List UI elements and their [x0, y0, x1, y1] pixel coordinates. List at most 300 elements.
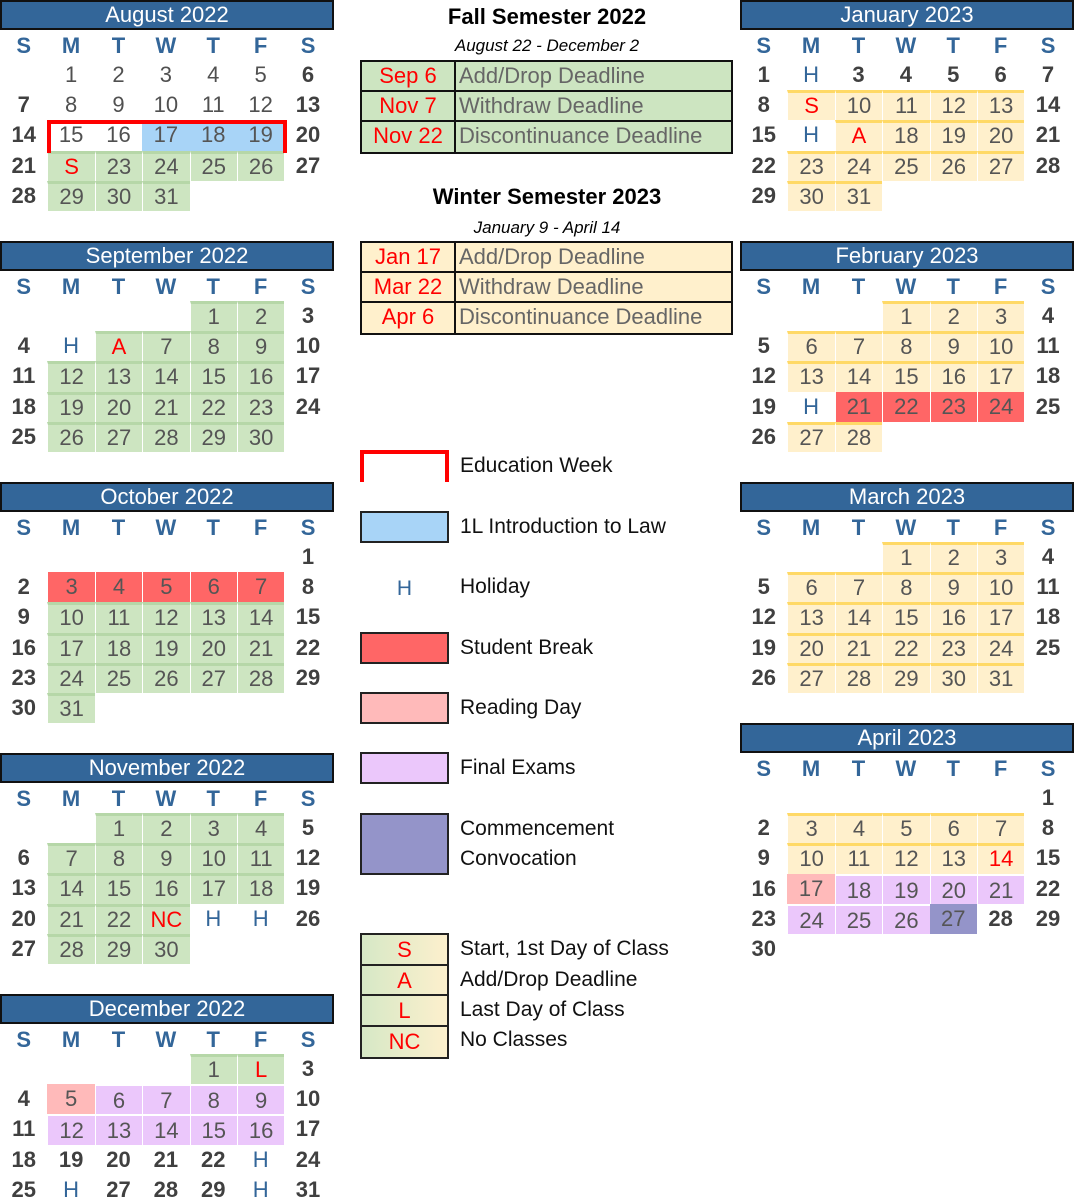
- day-cell: 17: [47, 633, 94, 663]
- day-cell: H: [252, 1146, 269, 1172]
- empty-cell: [0, 60, 47, 90]
- day-cell: 1: [64, 62, 78, 87]
- day-cell: 5: [947, 62, 960, 87]
- weekday-label: T: [851, 33, 866, 58]
- deadline-label: Add/Drop Deadline: [459, 63, 645, 88]
- day-cell: 27: [295, 152, 321, 178]
- reading-day-swatch: [360, 692, 449, 724]
- deadline-date: Sep 6: [362, 62, 456, 90]
- day-cell: 18: [11, 393, 36, 419]
- day-cell: 7: [835, 572, 882, 602]
- day-cell: 23: [930, 392, 977, 422]
- legend-label: 1L Introduction to Law: [460, 515, 666, 538]
- empty-cell: [284, 181, 331, 211]
- month-november-2022: [0, 753, 334, 964]
- day-cell: 5: [882, 813, 929, 843]
- weekday-label: S: [300, 786, 316, 811]
- day-cell: 8: [190, 331, 237, 361]
- day-cell: 17: [787, 874, 834, 904]
- day-cell: 26: [751, 664, 776, 690]
- code-label: Last Day of Class: [460, 998, 625, 1021]
- empty-cell: [930, 934, 977, 964]
- weekday-label: T: [206, 515, 220, 540]
- legend-label: Convocation: [460, 847, 577, 870]
- day-cell: 23: [787, 151, 834, 181]
- weekday-label: T: [851, 756, 866, 781]
- day-cell: 10: [295, 333, 321, 359]
- month-title: August 2022: [0, 0, 334, 30]
- month-september-2022: [0, 241, 334, 452]
- day-cell: 2: [237, 301, 284, 331]
- day-cell: 22: [882, 392, 929, 422]
- weekday-label: F: [253, 786, 268, 811]
- weekday-label: W: [155, 786, 177, 811]
- day-cell: 22: [190, 392, 237, 422]
- weekday-label: T: [946, 33, 960, 58]
- empty-cell: [977, 783, 1024, 813]
- day-cell: 26: [751, 423, 776, 449]
- day-cell: 9: [930, 331, 977, 361]
- day-cell: 30: [95, 181, 142, 211]
- day-cell: 1: [190, 1054, 237, 1084]
- month-april-2023: [740, 723, 1074, 964]
- weekday-label: T: [851, 515, 866, 540]
- day-cell: 21: [1035, 122, 1061, 148]
- empty-cell: [1024, 181, 1071, 211]
- day-cell: 13: [95, 361, 142, 391]
- weekday-label: T: [946, 515, 960, 540]
- day-cell: 6: [787, 572, 834, 602]
- day-cell: A: [95, 331, 142, 361]
- legend-holiday: [360, 571, 531, 603]
- day-cell: 30: [751, 935, 776, 961]
- day-cell: 14: [237, 602, 284, 632]
- empty-cell: [47, 301, 94, 331]
- day-cell: 3: [47, 572, 94, 602]
- day-cell: 9: [142, 843, 189, 873]
- legend-student-break: [360, 632, 594, 664]
- day-cell: 21: [977, 874, 1024, 904]
- day-cell: NC: [142, 904, 189, 934]
- empty-cell: [977, 181, 1024, 211]
- weekday-label: M: [61, 33, 81, 58]
- weekday-label: S: [1040, 274, 1056, 299]
- day-cell: H: [63, 1176, 80, 1200]
- empty-cell: [190, 693, 237, 723]
- empty-cell: [1024, 422, 1071, 452]
- calendar-grid: [0, 512, 334, 723]
- empty-cell: [740, 783, 787, 813]
- day-cell: 27: [106, 1176, 131, 1200]
- day-cell: H: [803, 62, 820, 87]
- day-cell: 26: [930, 151, 977, 181]
- day-cell: 13: [95, 1114, 142, 1144]
- day-cell: 3: [977, 542, 1024, 572]
- empty-cell: [977, 934, 1024, 964]
- empty-cell: [882, 783, 929, 813]
- month-title: October 2022: [0, 482, 334, 512]
- weekday-label: F: [253, 515, 268, 540]
- day-cell: 6: [95, 1084, 142, 1114]
- weekday-label: F: [253, 274, 268, 299]
- day-cell: 16: [142, 873, 189, 903]
- weekday-label: S: [756, 756, 772, 781]
- final-exams-swatch: [360, 752, 449, 784]
- day-cell: 21: [11, 152, 36, 178]
- day-cell: 7: [47, 843, 94, 873]
- day-cell: 22: [751, 152, 776, 178]
- day-cell: 26: [295, 905, 321, 931]
- weekday-label: S: [16, 1027, 32, 1052]
- day-cell: 30: [237, 422, 284, 452]
- day-cell: 29: [751, 182, 776, 208]
- day-cell: 9: [757, 845, 770, 871]
- weekday-label: S: [300, 1027, 316, 1052]
- weekday-label: W: [155, 274, 177, 299]
- day-cell: 2: [930, 542, 977, 572]
- day-cell: 13: [787, 602, 834, 632]
- day-cell: 13: [787, 361, 834, 391]
- day-cell: 23: [95, 151, 142, 181]
- day-cell: 20: [190, 633, 237, 663]
- day-cell: 20: [930, 874, 977, 904]
- day-cell: 8: [757, 92, 770, 118]
- day-cell: 4: [95, 572, 142, 602]
- empty-cell: [740, 542, 787, 572]
- day-cell: 15: [882, 361, 929, 391]
- day-cell: 29: [295, 664, 321, 690]
- day-cell: 16: [930, 602, 977, 632]
- fall-deadlines-table: [360, 60, 733, 154]
- day-cell: 22: [1035, 875, 1061, 901]
- day-cell: 20: [11, 905, 36, 931]
- month-february-2023: [740, 241, 1074, 452]
- empty-cell: [95, 301, 142, 331]
- day-cell: 25: [11, 1176, 36, 1200]
- day-cell: 24: [977, 633, 1024, 663]
- day-cell: 12: [142, 602, 189, 632]
- day-cell: 11: [882, 90, 929, 120]
- weekday-label: S: [756, 274, 772, 299]
- day-cell: H: [803, 393, 820, 419]
- day-cell: 28: [988, 905, 1013, 931]
- weekday-label: M: [61, 1027, 81, 1052]
- weekday-label: T: [851, 274, 866, 299]
- weekday-label: S: [1040, 756, 1056, 781]
- day-cell: 7: [142, 331, 189, 361]
- empty-cell: [787, 934, 834, 964]
- day-cell: 8: [882, 331, 929, 361]
- empty-cell: [47, 542, 94, 572]
- day-cell: 19: [751, 393, 776, 419]
- day-cell: 23: [11, 664, 36, 690]
- deadline-row: [362, 273, 731, 303]
- weekday-label: S: [300, 33, 316, 58]
- day-cell: 11: [1036, 333, 1060, 359]
- day-cell: 2: [112, 62, 125, 87]
- day-cell: 21: [237, 633, 284, 663]
- empty-cell: [882, 934, 929, 964]
- weekday-label: W: [155, 1027, 177, 1052]
- day-cell: 26: [237, 151, 284, 181]
- month-title: December 2022: [0, 994, 334, 1024]
- day-cell: 24: [142, 151, 189, 181]
- winter-deadlines-table: [360, 241, 733, 335]
- day-cell: 19: [237, 120, 284, 150]
- day-cell: 6: [994, 62, 1007, 87]
- deadline-date: Jan 17: [362, 243, 456, 271]
- weekday-label: M: [801, 515, 821, 540]
- day-cell: 4: [207, 62, 220, 87]
- day-cell: 15: [95, 873, 142, 903]
- empty-cell: [95, 1054, 142, 1084]
- day-cell: 13: [295, 92, 321, 118]
- day-cell: 15: [190, 1114, 237, 1144]
- month-title: February 2023: [740, 241, 1074, 271]
- day-cell: 25: [1035, 393, 1061, 419]
- day-cell: 5: [254, 62, 267, 87]
- day-cell: 9: [930, 572, 977, 602]
- empty-cell: [95, 693, 142, 723]
- month-title: March 2023: [740, 482, 1074, 512]
- day-cell: 31: [835, 181, 882, 211]
- weekday-label: S: [1040, 515, 1056, 540]
- empty-cell: [835, 542, 882, 572]
- day-cell: 4: [1041, 544, 1055, 569]
- weekday-label: M: [801, 274, 821, 299]
- day-cell: 29: [1035, 905, 1061, 931]
- day-cell: 15: [190, 361, 237, 391]
- day-cell: 27: [787, 422, 834, 452]
- day-cell: 5: [142, 572, 189, 602]
- weekday-label: M: [801, 756, 821, 781]
- empty-cell: [190, 181, 237, 211]
- day-cell: 7: [1041, 62, 1055, 87]
- day-cell: 1: [95, 813, 142, 843]
- day-cell: 25: [190, 151, 237, 181]
- day-cell: 25: [95, 663, 142, 693]
- day-cell: 27: [11, 935, 36, 961]
- day-cell: 1: [757, 62, 770, 87]
- day-cell: 18: [190, 120, 237, 150]
- day-cell: 27: [977, 151, 1024, 181]
- deadline-date: Apr 6: [362, 303, 456, 333]
- month-march-2023: [740, 482, 1074, 693]
- holiday-symbol: H: [396, 577, 413, 600]
- day-cell: 31: [977, 663, 1024, 693]
- day-cell: 8: [1041, 815, 1055, 841]
- legend-label: Education Week: [460, 454, 613, 477]
- day-cell: 24: [47, 663, 94, 693]
- code-label: Add/Drop Deadline: [460, 968, 638, 991]
- empty-cell: [95, 542, 142, 572]
- empty-cell: [284, 934, 331, 964]
- weekday-label: T: [111, 515, 126, 540]
- day-cell: 7: [237, 572, 284, 602]
- day-cell: 3: [852, 62, 865, 87]
- day-cell: 5: [301, 815, 315, 840]
- day-cell: 27: [787, 663, 834, 693]
- day-cell: 17: [977, 602, 1024, 632]
- calendar-grid: [0, 1024, 334, 1200]
- day-cell: 24: [295, 393, 321, 419]
- legend-label: Holiday: [460, 575, 531, 598]
- weekday-label: W: [155, 33, 177, 58]
- day-cell: H: [252, 1176, 269, 1200]
- day-cell: 30: [787, 181, 834, 211]
- day-cell: 18: [835, 874, 882, 904]
- day-cell: 28: [835, 422, 882, 452]
- day-cell: 9: [112, 92, 125, 118]
- weekday-label: T: [111, 786, 126, 811]
- weekday-label: S: [16, 515, 32, 540]
- day-cell: 28: [237, 663, 284, 693]
- deadline-row: [362, 303, 731, 333]
- day-cell: 29: [190, 422, 237, 452]
- weekday-label: T: [206, 786, 220, 811]
- day-cell: 10: [977, 572, 1024, 602]
- empty-cell: [930, 783, 977, 813]
- day-cell: 29: [201, 1176, 226, 1200]
- day-cell: 15: [1035, 845, 1061, 871]
- day-cell: 28: [11, 182, 36, 208]
- day-cell: 24: [787, 904, 834, 934]
- day-cell: 19: [930, 120, 977, 150]
- weekday-label: F: [993, 33, 1008, 58]
- day-cell: 9: [237, 1084, 284, 1114]
- deadline-row: [362, 122, 731, 152]
- day-cell: 14: [835, 361, 882, 391]
- day-cell: 30: [142, 934, 189, 964]
- education-week-swatch: [360, 450, 449, 482]
- day-cell: 15: [295, 604, 321, 630]
- empty-cell: [0, 1054, 47, 1084]
- day-cell: 5: [47, 1084, 94, 1114]
- day-cell: 2: [142, 813, 189, 843]
- empty-cell: [237, 934, 284, 964]
- legend-education-week: [360, 450, 613, 482]
- legend-intro-law: [360, 511, 666, 543]
- legend-label: Final Exams: [460, 756, 576, 779]
- empty-cell: [835, 301, 882, 331]
- empty-cell: [284, 422, 331, 452]
- weekday-label: T: [206, 33, 220, 58]
- day-cell: 1: [1041, 785, 1055, 810]
- weekday-label: S: [16, 786, 32, 811]
- deadline-label: Withdraw Deadline: [459, 274, 644, 299]
- day-cell: 19: [295, 875, 321, 901]
- day-cell: 18: [237, 873, 284, 903]
- empty-cell: [930, 422, 977, 452]
- day-cell: 6: [17, 845, 30, 871]
- day-cell: 11: [835, 843, 882, 873]
- legend-commencement: [360, 813, 615, 875]
- day-cell: 7: [835, 331, 882, 361]
- day-cell: 28: [1035, 152, 1061, 178]
- day-cell: 6: [190, 572, 237, 602]
- day-cell: 20: [95, 392, 142, 422]
- day-cell: 24: [295, 1146, 321, 1172]
- day-cell: 19: [58, 1146, 84, 1172]
- weekday-label: S: [16, 274, 32, 299]
- day-cell: 19: [142, 633, 189, 663]
- day-cell: 17: [977, 361, 1024, 391]
- day-cell: H: [63, 333, 80, 359]
- day-cell: 29: [95, 934, 142, 964]
- day-cell: 15: [58, 122, 84, 148]
- day-cell: 8: [190, 1084, 237, 1114]
- weekday-label: T: [111, 274, 126, 299]
- day-cell: 26: [47, 422, 94, 452]
- day-cell: 12: [248, 92, 273, 118]
- commencement-swatch: [360, 813, 449, 875]
- calendar-grid: [740, 753, 1074, 964]
- day-cell: 19: [882, 874, 929, 904]
- day-cell: 13: [930, 843, 977, 873]
- day-cell: 4: [237, 813, 284, 843]
- day-cell: 18: [95, 633, 142, 663]
- day-cell: 11: [12, 1116, 36, 1142]
- deadline-label: Add/Drop Deadline: [459, 244, 645, 269]
- day-cell: 16: [237, 361, 284, 391]
- empty-cell: [930, 181, 977, 211]
- empty-cell: [284, 693, 331, 723]
- day-cell: 3: [301, 1056, 315, 1081]
- day-cell: 7: [977, 813, 1024, 843]
- day-cell: 21: [835, 633, 882, 663]
- empty-cell: [787, 542, 834, 572]
- day-cell: 10: [295, 1086, 321, 1112]
- weekday-label: S: [300, 274, 316, 299]
- day-cell: 26: [882, 904, 929, 934]
- code-label: No Classes: [460, 1028, 568, 1051]
- day-cell: 10: [153, 92, 179, 118]
- empty-cell: [142, 542, 189, 572]
- empty-cell: [142, 301, 189, 331]
- month-january-2023: [740, 0, 1074, 211]
- day-cell: 15: [882, 602, 929, 632]
- deadline-date: Nov 7: [362, 92, 456, 120]
- empty-cell: [835, 934, 882, 964]
- day-cell: 14: [142, 1114, 189, 1144]
- day-cell: 18: [1035, 604, 1061, 630]
- day-cell: 3: [977, 301, 1024, 331]
- month-title: November 2022: [0, 753, 334, 783]
- day-cell: 13: [190, 602, 237, 632]
- empty-cell: [787, 301, 834, 331]
- intro-law-swatch: [360, 511, 449, 543]
- empty-cell: [190, 542, 237, 572]
- day-cell: 17: [295, 363, 321, 389]
- day-cell: 11: [12, 363, 36, 389]
- day-cell: 21: [47, 904, 94, 934]
- day-cell: 6: [787, 331, 834, 361]
- day-cell: 23: [751, 905, 776, 931]
- day-cell: 8: [95, 843, 142, 873]
- weekday-label: S: [756, 515, 772, 540]
- day-cell: 10: [47, 602, 94, 632]
- day-cell: 8: [64, 92, 78, 118]
- day-cell: 29: [882, 663, 929, 693]
- day-cell: 27: [930, 904, 977, 934]
- day-cell: 1: [301, 544, 315, 569]
- day-cell: 18: [1035, 363, 1061, 389]
- day-cell: 22: [882, 633, 929, 663]
- empty-cell: [787, 783, 834, 813]
- day-cell: 20: [295, 122, 321, 148]
- legend-label: Student Break: [460, 636, 594, 659]
- day-cell: 12: [47, 1114, 94, 1144]
